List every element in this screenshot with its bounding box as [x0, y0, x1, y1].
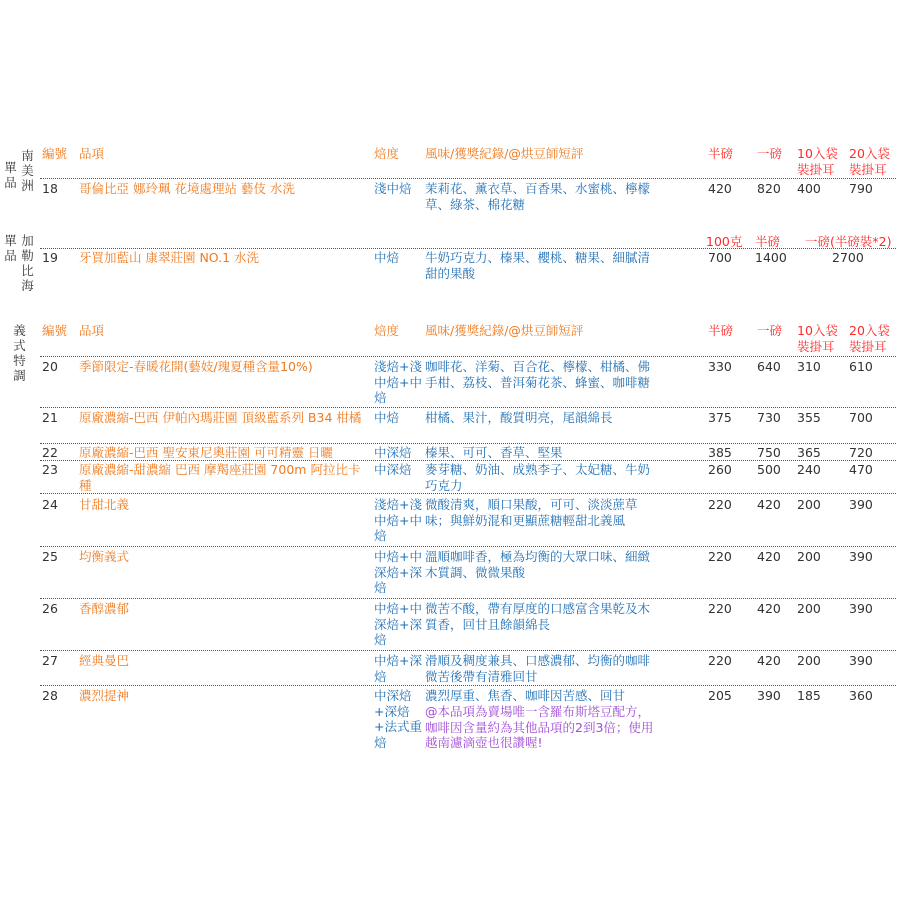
row-no: 25 [42, 549, 58, 564]
row-no: 24 [42, 497, 58, 512]
row-price-bag20: 360 [849, 688, 873, 703]
separator [40, 248, 896, 249]
row-price-bag20: 720 [849, 445, 873, 460]
row-no: 27 [42, 653, 58, 668]
separator [40, 356, 896, 357]
row-item: 經典曼巴 [79, 653, 130, 668]
region-label-italian: 義 式 特 調 [13, 323, 26, 383]
row-price-bag20: 610 [849, 359, 873, 374]
row-flavor: 牛奶巧克力、榛果、櫻桃、糖果、細膩清甜的果酸 [425, 250, 651, 281]
row-roast: 中深焙 [374, 445, 412, 460]
row-price-bag20: 390 [849, 497, 873, 512]
row-price-half: 1400 [755, 250, 787, 265]
row-price-one: 420 [757, 601, 781, 616]
row-flavor: 茉莉花、薰衣草、百香果、水蜜桃、檸檬草、綠茶、棉花糖 [425, 181, 651, 212]
header-roast: 焙度 [374, 146, 400, 161]
row-price-bag10: 240 [797, 462, 821, 477]
row-item: 香醇濃郁 [79, 601, 130, 616]
region-label-caribbean: 加 勒 比 海 [21, 233, 34, 293]
header2-half-pound: 半磅 [755, 234, 781, 249]
header-bag20: 20入袋裝掛耳 [849, 146, 890, 177]
row-price-bag10: 310 [797, 359, 821, 374]
row-price-half: 220 [708, 653, 732, 668]
row-price-bag10: 400 [797, 181, 821, 196]
row-price-half: 420 [708, 181, 732, 196]
row-price-bag10: 200 [797, 653, 821, 668]
side-label-single-2: 單 品 [4, 233, 17, 263]
row-no: 22 [42, 445, 58, 460]
row-price-bag20: 390 [849, 601, 873, 616]
row-price-bag10: 185 [797, 688, 821, 703]
side-label-single-1: 單 品 [4, 160, 17, 190]
roaster-note: @本品項為賣場唯一含羅布斯塔豆配方，咖啡因含量約為其他品項的2到3倍；使用越南濾滴壺也很讚喔! [425, 704, 654, 750]
header-half-pound: 半磅 [708, 146, 734, 161]
row-price-one: 420 [757, 549, 781, 564]
separator [40, 598, 896, 599]
row-roast: 中焙 [374, 410, 400, 425]
header-item: 品項 [79, 146, 105, 161]
separator [40, 443, 896, 444]
header3-bag20: 20入袋裝掛耳 [849, 323, 890, 354]
row-item: 均衡義式 [79, 549, 130, 564]
row-roast: 中焙+中深焙+深焙 [374, 601, 422, 647]
row-roast: 淺焙+淺中焙+中焙 [374, 497, 422, 543]
header-bag10: 10入袋裝掛耳 [797, 146, 838, 177]
row-no: 19 [42, 250, 58, 265]
row-price-half: 385 [708, 445, 732, 460]
row-flavor: 微酸清爽，順口果酸，可可、淡淡蔗草味；與鮮奶混和更顯蔗糖輕甜北義風 [425, 497, 638, 528]
row-flavor: 榛果、可可、香草、堅果 [425, 445, 563, 460]
row-price-100g: 700 [708, 250, 732, 265]
row-item: 原廠濃縮-巴西 聖安東尼奧莊園 可可精靈 日曬 [79, 445, 333, 460]
row-roast: 中深焙 [374, 462, 412, 477]
row-item: 牙買加藍山 康翠莊園 NO.1 水洗 [79, 250, 260, 265]
row-price-one: 390 [757, 688, 781, 703]
header3-roast: 焙度 [374, 323, 400, 338]
separator [40, 407, 896, 408]
row-flavor: 咖啡花、洋菊、百合花、檸檬、柑橘、佛手柑、荔枝、普洱菊花茶、蜂蜜、咖啡糖 [425, 359, 651, 390]
row-price-one: 420 [757, 653, 781, 668]
row-roast: 淺焙+淺中焙+中焙 [374, 359, 422, 405]
row-flavor: 麥芽糖、奶油、成熟李子、太妃糖、牛奶巧克力 [425, 462, 651, 493]
row-price-half: 375 [708, 410, 732, 425]
header-no: 編號 [42, 146, 68, 161]
row-price-bag20: 790 [849, 181, 873, 196]
row-roast: 中焙 [374, 250, 400, 265]
row-roast: 中焙+中深焙+深焙 [374, 549, 422, 595]
row-item: 甘甜北義 [79, 497, 130, 512]
header3-half-pound: 半磅 [708, 323, 734, 338]
row-price-one: 750 [757, 445, 781, 460]
row-flavor: 微苦不酸，帶有厚度的口感富含果乾及木質香，回甘且餘韻綿長 [425, 601, 651, 632]
row-no: 18 [42, 181, 58, 196]
row-item: 原廠濃縮-巴西 伊帕內瑪莊園 頂級藍系列 B34 柑橘 [79, 410, 362, 425]
region-label-south-america: 南 美 洲 [21, 148, 34, 193]
row-no: 26 [42, 601, 58, 616]
row-price-bag20: 390 [849, 653, 873, 668]
row-price-bag10: 200 [797, 549, 821, 564]
row-price-bag20: 470 [849, 462, 873, 477]
row-price-one: 730 [757, 410, 781, 425]
row-flavor: 溫順咖啡香，極為均衡的大眾口味、細緻木質調、微微果酸 [425, 549, 651, 580]
separator [40, 546, 896, 547]
row-price-half: 260 [708, 462, 732, 477]
row-price-bag20: 700 [849, 410, 873, 425]
row-no: 23 [42, 462, 58, 477]
row-roast: 中焙+深焙 [374, 653, 422, 684]
row-flavor: 滑順及稠度兼具、口感濃郁、均衡的咖啡微苦後帶有清雅回甘 [425, 653, 651, 684]
header2-one-pound: 一磅(半磅裝*2) [805, 234, 892, 249]
row-flavor: 濃烈厚重、焦香、咖啡因苦感、回甘 [425, 688, 626, 703]
separator [40, 650, 896, 651]
header3-bag10: 10入袋裝掛耳 [797, 323, 838, 354]
row-price-half: 220 [708, 497, 732, 512]
header-flavor: 風味/獲獎紀錄/@烘豆師短評 [425, 146, 584, 161]
separator [40, 493, 896, 494]
header3-item: 品項 [79, 323, 105, 338]
row-item: 季節限定-春暖花開(藝妓/瑰夏種含量10%) [79, 359, 313, 374]
header3-flavor: 風味/獲獎紀錄/@烘豆師短評 [425, 323, 584, 338]
row-price-bag10: 200 [797, 601, 821, 616]
row-roast: 中深焙+深焙+法式重焙 [374, 688, 422, 750]
row-flavor: 柑橘、果汁，酸質明亮，尾韻綿長 [425, 410, 613, 425]
row-price-half: 220 [708, 601, 732, 616]
row-price-bag10: 365 [797, 445, 821, 460]
header-one-pound: 一磅 [757, 146, 783, 161]
row-price-half: 220 [708, 549, 732, 564]
row-price-half: 330 [708, 359, 732, 374]
row-price-bag10: 200 [797, 497, 821, 512]
row-no: 28 [42, 688, 58, 703]
row-item: 濃烈提神 [79, 688, 130, 703]
separator [40, 460, 896, 461]
row-price-one: 500 [757, 462, 781, 477]
row-price-one: 2700 [832, 250, 864, 265]
row-roast: 淺中焙 [374, 181, 412, 196]
header-100g: 100克 [706, 234, 743, 249]
row-price-bag20: 390 [849, 549, 873, 564]
header3-one-pound: 一磅 [757, 323, 783, 338]
header3-no: 編號 [42, 323, 68, 338]
row-price-one: 820 [757, 181, 781, 196]
row-item: 哥倫比亞 娜玲珮 花境處理站 藝伎 水洗 [79, 181, 295, 196]
row-item: 原廠濃縮-甜濃縮 巴西 摩羯座莊園 700m 阿拉比卡種 [79, 462, 361, 493]
separator [40, 178, 896, 179]
row-price-one: 420 [757, 497, 781, 512]
separator [40, 685, 896, 686]
row-no: 21 [42, 410, 58, 425]
row-price-half: 205 [708, 688, 732, 703]
row-price-bag10: 355 [797, 410, 821, 425]
row-no: 20 [42, 359, 58, 374]
row-price-one: 640 [757, 359, 781, 374]
